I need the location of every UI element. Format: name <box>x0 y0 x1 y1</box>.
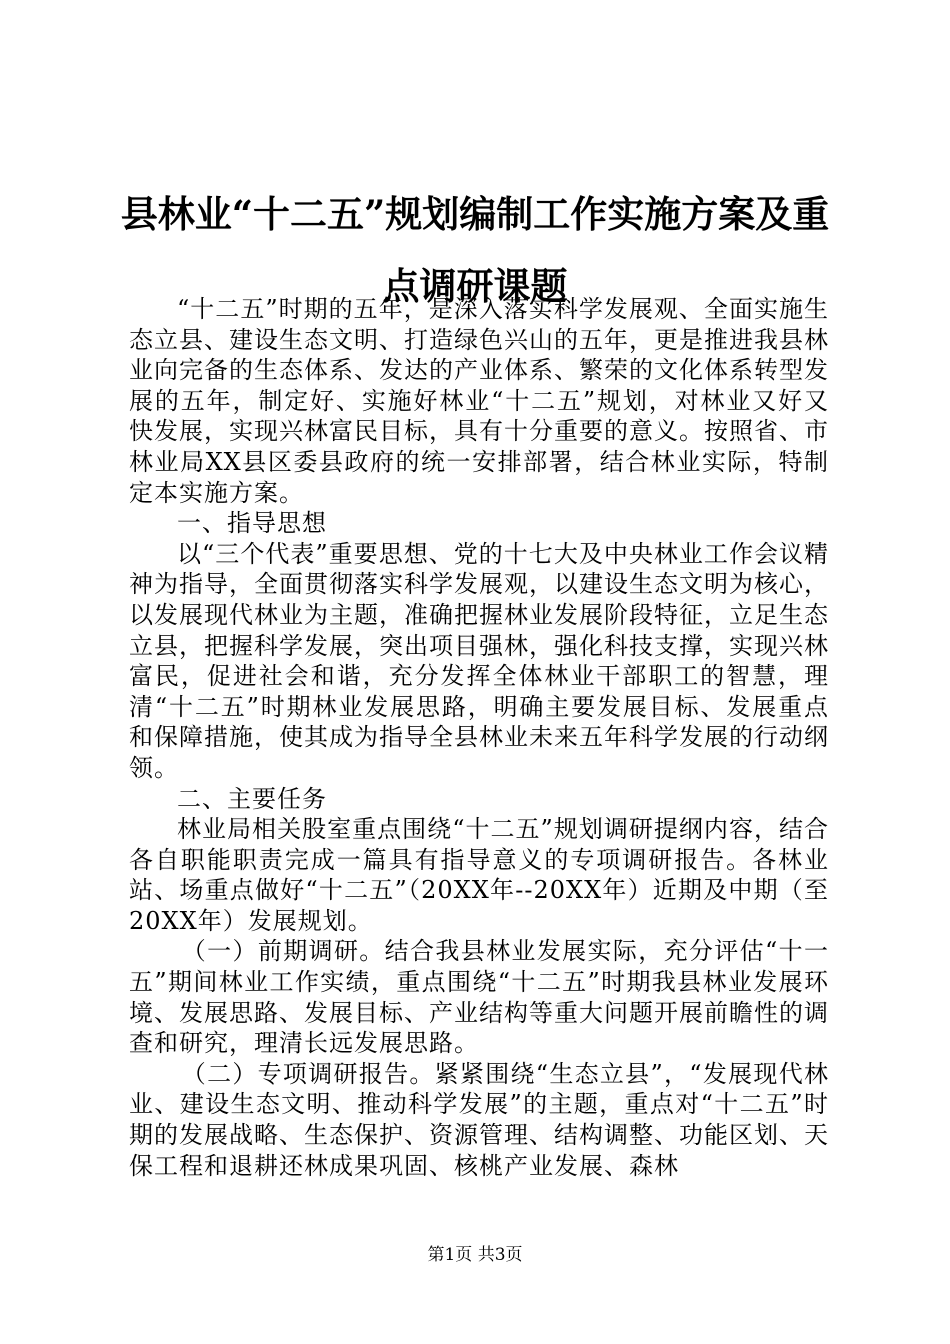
paragraph-special-research-report: （二）专项调研报告。紧紧围绕“生态立县”，“发展现代林业、建设生态文明、推动科学发展”的主题，重点对“十二五”时期的发展战略、生态保护、资源管理、结构调整、功能区划、天保工程和退耕还林成果巩固、核桃产业发展、森林 <box>129 1059 829 1180</box>
page-footer: 第1页 共3页 <box>427 1245 523 1265</box>
paragraph-intro: “十二五”时期的五年，是深入落实科学发展观、全面实施生态立县、建设生态文明、打造绿色兴山的五年，更是推进我县林业向完备的生态体系、发达的产业体系、繁荣的文化体系转型发展的五年，制定好、实施好林业“十二五”规划，对林业又好又快发展，实现兴林富民目标，具有十分重要的意义。按照省、市林业局XX县区委县政府的统一安排部署，结合林业实际，特制定本实施方案。 <box>129 295 829 507</box>
paragraph-guiding-ideology: 以“三个代表”重要思想、党的十七大及中央林业工作会议精神为指导，全面贯彻落实科学发展观，以建设生态文明为核心，以发展现代林业为主题，准确把握林业发展阶段特征，立足生态立县，把握科学发展，突出项目强林，强化科技支撑，实现兴林富民，促进社会和谐，充分发挥全体林业干部职工的智慧，理清“十二五”时期林业发展思路，明确主要发展目标、发展重点和保障措施，使其成为指导全县林业未来五年科学发展的行动纲领。 <box>129 539 829 782</box>
section-heading-main-tasks: 二、主要任务 <box>177 784 327 813</box>
paragraph-main-tasks: 林业局相关股室重点围绕“十二五”规划调研提纲内容，结合各自职能职责完成一篇具有指导意义的专项调研报告。各林业站、场重点做好“十二五”（20XX年--20XX年）近期及中期（至20XX年）发展规划。 <box>129 815 829 935</box>
document-body <box>129 294 829 1181</box>
paragraph-preliminary-research: （一）前期调研。结合我县林业发展实际，充分评估“十一五”期间林业工作实绩，重点围绕“十二五”时期我县林业发展环境、发展思路、发展目标、产业结构等重大问题开展前瞻性的调查和研究，理清长远发展思路。 <box>129 937 829 1058</box>
section-heading-guiding-ideology: 一、指导思想 <box>177 509 327 538</box>
document-title: 县林业“十二五”规划编制工作实施方案及重点调研课题 <box>120 192 830 308</box>
